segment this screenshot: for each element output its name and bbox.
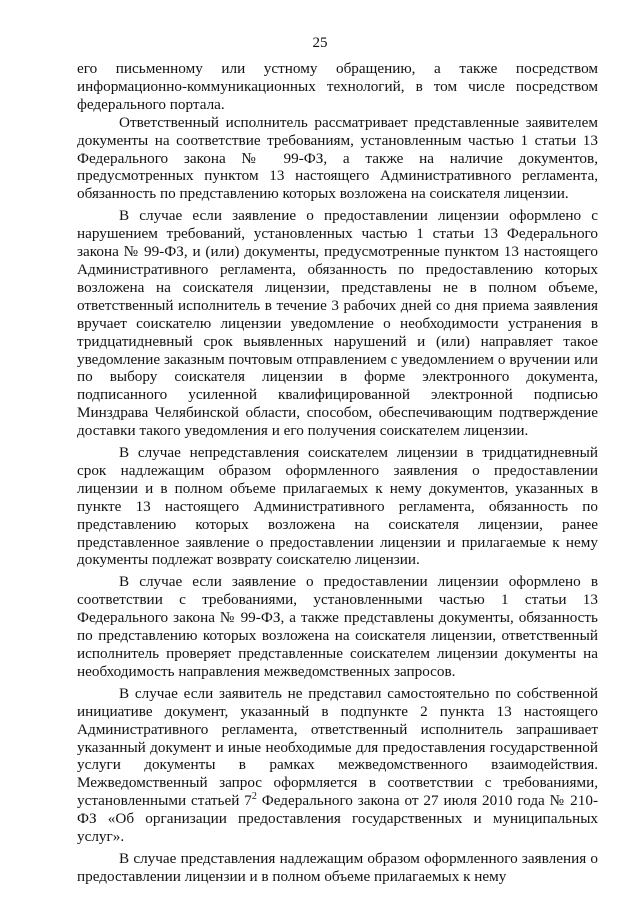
paragraph-continuation: его письменному или устному обращению, а также посредством информационно-коммуникационных технологий, в том числе посредством федерального портала.: [77, 60, 598, 113]
paragraph-review-documents: Ответственный исполнитель рассматривает представленные заявителем документы на соответствие требованиям, установленным частью 1 статьи 13 Федерального закона № 99-ФЗ, а также на наличие документов, предусмотренных пунктом 13 настоящего Административного регламента, обязанность по представлению которых возложена на соискателя лицензии.: [77, 113, 598, 203]
paragraph-interagency-request: [77, 685, 598, 846]
page-number: 25: [312, 35, 328, 51]
paragraph-return-documents: В случае непредставления соискателем лицензии в тридцатидневный срок надлежащим образом оформленного заявления о предоставлении лицензии и в полном объеме прилагаемых к нему документов, указанных в пункте 13 настоящего Административного регламента, обязанность по представлению которых возложена на соискателя лицензии, ранее представленное заявление о предоставлении лицензии и прилагаемые к нему документы подлежат возврату соискателю лицензии.: [77, 444, 598, 569]
paragraph-text-part: Федерального закона от 27 июля 2010 года № 210-ФЗ «Об организации предоставления государственных и муниципальных услуг».: [77, 792, 599, 846]
paragraph-interagency-check: В случае если заявление о предоставлении лицензии оформлено в соответствии с требованиями, установленными частью 1 статьи 13 Федерального закона № 99-ФЗ, а также представлены документы, обязанность по представлению которых возложена на соискателя лицензии, ответственный исполнитель проверяет представленные соискателем лицензии документы на необходимость направления межведомственных запросов.: [77, 573, 598, 680]
document-body: [77, 60, 598, 886]
paragraph-violations-notice: В случае если заявление о предоставлении лицензии оформлено с нарушением требований, установленных частью 1 статьи 13 Федерального закона № 99-ФЗ, и (или) документы, предусмотренные пунктом 13 настоящего Административного регламента, обязанность по предоставлению которых возложена на соискателя лицензии, представлены не в полном объеме, ответственный исполнитель в течение 3 рабочих дней со дня приема заявления вручает соискателю лицензии уведомление о необходимости устранения в тридцатидневный срок выявленных нарушений и (или) направляет такое уведомление заказным почтовым отправлением с уведомлением о вручении или по выбору соискателя лицензии в форме электронного документа, подписанного усиленной квалифицированной электронной подписью Минздрава Челябинской области, способом, обеспечивающим подтверждение доставки такого уведомления и его получения соискателем лицензии.: [77, 207, 598, 440]
paragraph-text-part: В случае если заявитель не представил самостоятельно по собственной инициативе документ, указанный в подпункте 2 пункта 13 настоящего Административного регламента, ответственный исполнитель запрашивает указанный документ и иные необходимые для предоставления государственной услуги документы в рамках межведомственного взаимодействия. Межведомственный запрос оформляется в соответствии с требованиями, установленными статьей 7: [77, 684, 598, 810]
superscript: 2: [251, 791, 257, 803]
paragraph-properly-filed: В случае представления надлежащим образом оформленного заявления о предоставлении лицензии и в полном объеме прилагаемых к нему: [77, 849, 598, 885]
